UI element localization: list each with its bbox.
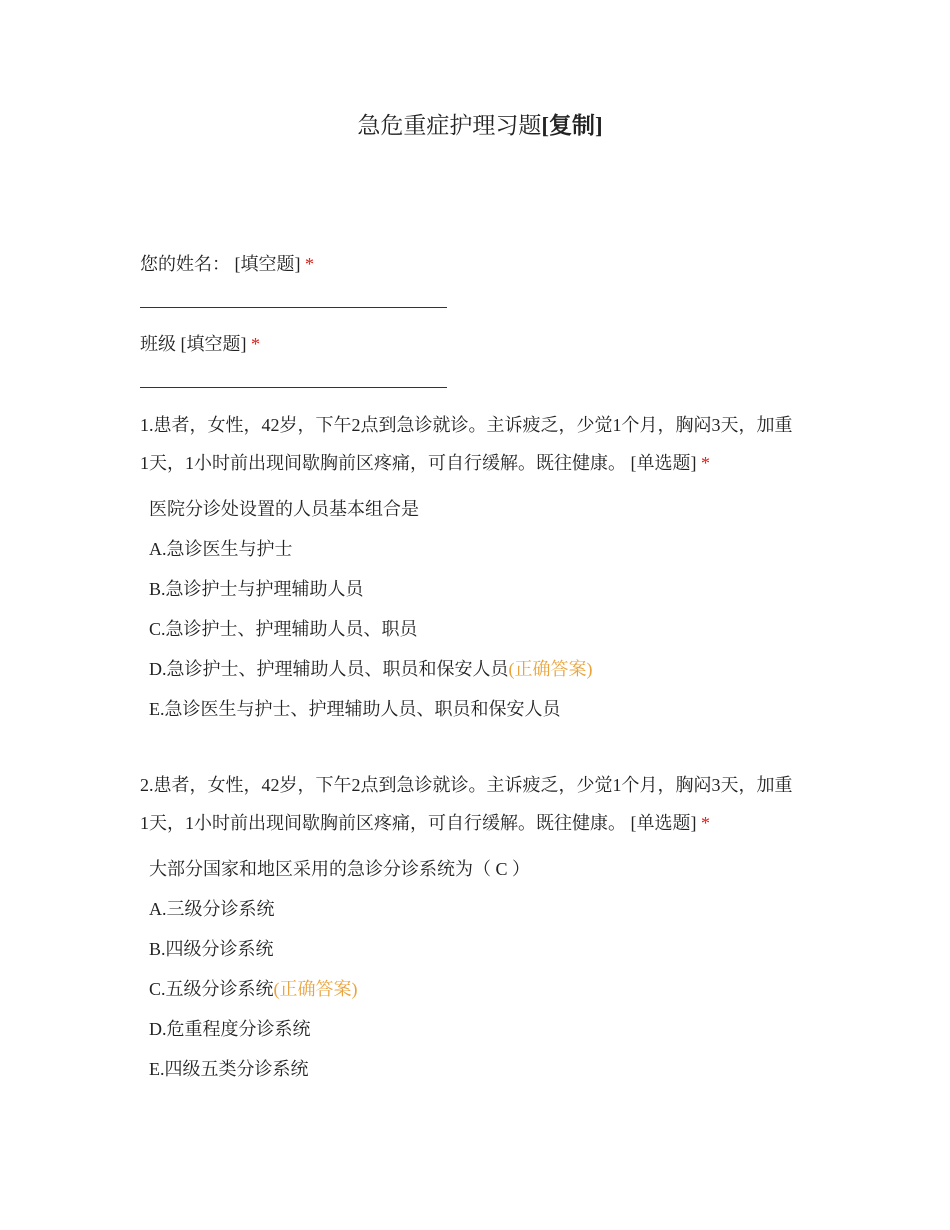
- required-mark: *: [701, 453, 710, 473]
- class-input-line[interactable]: [140, 387, 447, 388]
- question-1-option-a[interactable]: [149, 536, 293, 562]
- title-suffix: [复制]: [541, 113, 603, 138]
- question-2-sub-question: 大部分国家和地区采用的急诊分诊系统为（ C ）: [149, 859, 531, 879]
- question-1-stem: [140, 406, 800, 482]
- title-main: 急危重症护理习题: [357, 113, 542, 138]
- option-text: D.急诊护士、护理辅助人员、职员和保安人员: [149, 659, 509, 679]
- field-label-text: 班级: [140, 334, 181, 354]
- required-mark: *: [701, 813, 710, 833]
- question-2-option-a[interactable]: [149, 896, 275, 922]
- question-1-option-b[interactable]: [149, 576, 364, 602]
- question-1-option-e[interactable]: [149, 696, 561, 722]
- option-text: D.危重程度分诊系统: [149, 1019, 311, 1039]
- required-mark: *: [251, 334, 260, 354]
- question-type-tag: [单选题]: [630, 453, 697, 473]
- option-text: B.四级分诊系统: [149, 939, 274, 959]
- option-text: E.四级五类分诊系统: [149, 1059, 309, 1079]
- field-type-tag: [填空题]: [234, 254, 301, 274]
- question-1-option-d[interactable]: [149, 656, 593, 682]
- option-text: E.急诊医生与护士、护理辅助人员、职员和保安人员: [149, 699, 561, 719]
- question-2-stem: [140, 766, 800, 842]
- field-label-text: 您的姓名：: [140, 254, 230, 274]
- field-type-tag: [填空题]: [180, 334, 247, 354]
- required-mark: *: [305, 254, 314, 274]
- question-type-tag: [单选题]: [630, 813, 697, 833]
- question-2-option-c[interactable]: [149, 976, 358, 1002]
- option-text: C.五级分诊系统: [149, 979, 274, 999]
- question-2-option-e[interactable]: [149, 1056, 309, 1082]
- question-2-option-d[interactable]: [149, 1016, 311, 1042]
- question-stem-text: 1.患者，女性，42岁，下午2点到急诊就诊。主诉疲乏，少觉1个月，胸闷3天，加重1天，1小时前出现间歇胸前区疼痛，可自行缓解。既往健康。: [140, 415, 793, 473]
- name-field-label: [140, 251, 314, 277]
- question-1-sub-question: 医院分诊处设置的人员基本组合是: [149, 499, 419, 519]
- question-1-option-c[interactable]: [149, 616, 418, 642]
- question-stem-text: 2.患者，女性，42岁，下午2点到急诊就诊。主诉疲乏，少觉1个月，胸闷3天，加重1天，1小时前出现间歇胸前区疼痛，可自行缓解。既往健康。: [140, 775, 793, 833]
- class-field-label: [140, 331, 260, 357]
- option-text: A.急诊医生与护士: [149, 539, 293, 559]
- option-text: C.急诊护士、护理辅助人员、职员: [149, 619, 418, 639]
- option-text: B.急诊护士与护理辅助人员: [149, 579, 364, 599]
- page-title: [0, 110, 950, 142]
- name-input-line[interactable]: [140, 307, 447, 308]
- option-text: A.三级分诊系统: [149, 899, 275, 919]
- correct-answer-tag: (正确答案): [273, 979, 358, 999]
- question-2-option-b[interactable]: [149, 936, 274, 962]
- correct-answer-tag: (正确答案): [508, 659, 593, 679]
